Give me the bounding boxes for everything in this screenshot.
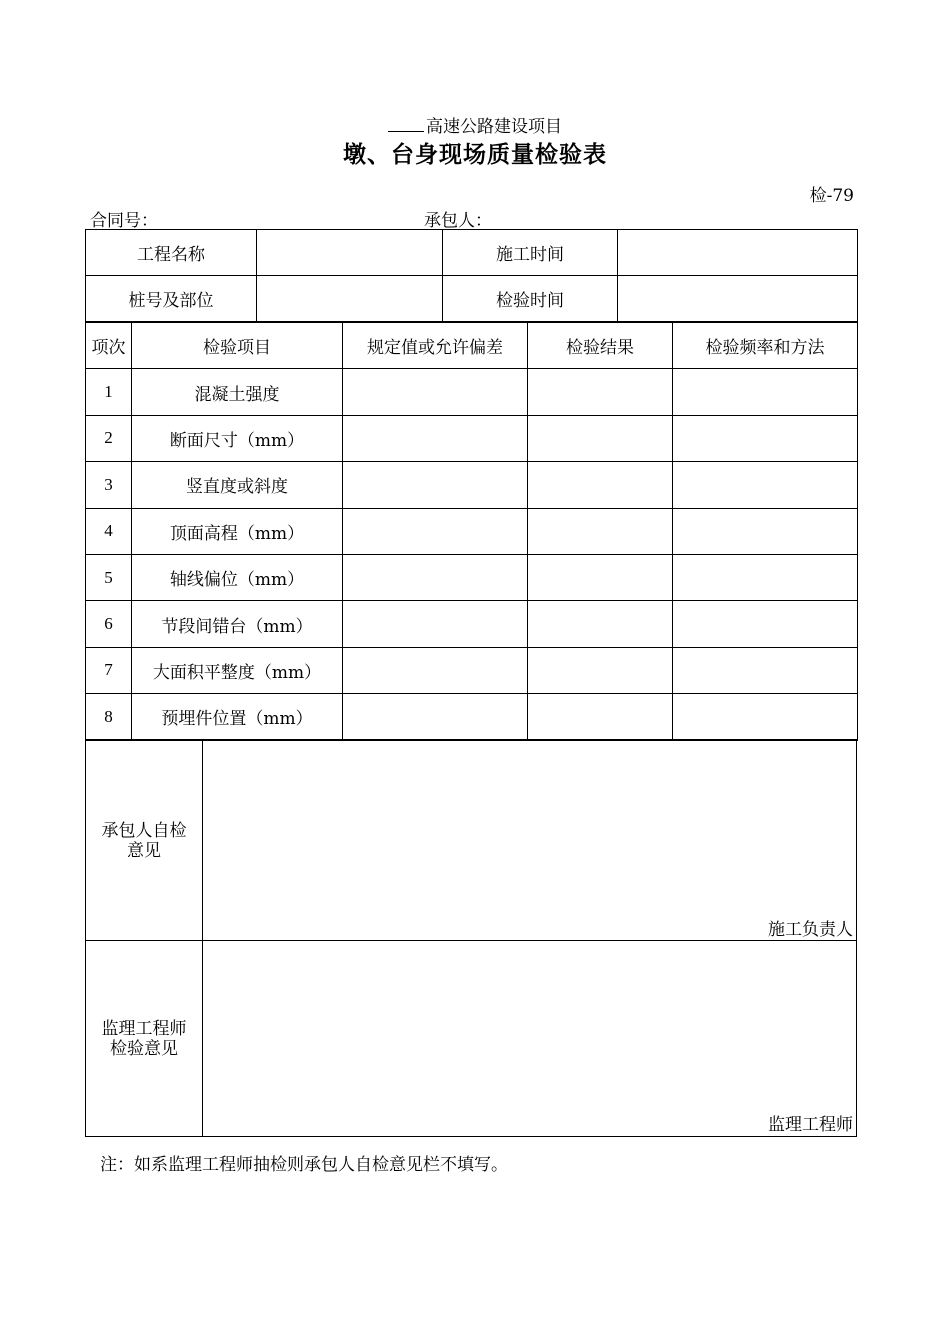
table-header-row (86, 323, 858, 369)
inspection-item: 混凝土强度 (132, 369, 343, 415)
supervisor-signature-label: 监理工程师 (768, 1115, 853, 1135)
project-line (0, 112, 950, 137)
method-cell[interactable] (673, 415, 858, 461)
row-number: 6 (86, 601, 132, 647)
method-cell[interactable] (673, 554, 858, 600)
form-number: 检-79 (809, 186, 854, 206)
station-location-value[interactable] (257, 276, 443, 322)
spec-cell[interactable] (343, 601, 528, 647)
result-cell[interactable] (528, 694, 673, 740)
spec-cell[interactable] (343, 415, 528, 461)
page-title: 墩、台身现场质量检验表 (343, 141, 607, 168)
inspection-item: 断面尺寸（mm） (132, 415, 343, 461)
inspection-item: 轴线偏位（mm） (132, 554, 343, 600)
table-row (86, 694, 858, 740)
supervisor-opinion-section (85, 940, 857, 1137)
result-cell[interactable] (528, 462, 673, 508)
table-row (86, 508, 858, 554)
contractor-label: 承包人： (424, 211, 492, 231)
inspection-item: 节段间错台（mm） (132, 601, 343, 647)
row-number: 3 (86, 462, 132, 508)
result-cell[interactable] (528, 415, 673, 461)
method-cell[interactable] (673, 601, 858, 647)
construction-lead-signature-label: 施工负责人 (768, 920, 853, 940)
info-row-location (86, 276, 858, 322)
row-number: 8 (86, 694, 132, 740)
inspection-item: 大面积平整度（mm） (132, 647, 343, 693)
row-number: 7 (86, 647, 132, 693)
inspection-table (85, 322, 858, 741)
row-number: 1 (86, 369, 132, 415)
info-row-project (86, 230, 858, 276)
result-cell[interactable] (528, 647, 673, 693)
inspection-item: 顶面高程（mm） (132, 508, 343, 554)
inspection-item: 竖直度或斜度 (132, 462, 343, 508)
inspection-time-label: 检验时间 (443, 276, 618, 322)
method-cell[interactable] (673, 694, 858, 740)
column-header-spec: 规定值或允许偏差 (343, 323, 528, 369)
spec-cell[interactable] (343, 694, 528, 740)
inspection-time-value[interactable] (618, 276, 858, 322)
method-cell[interactable] (673, 462, 858, 508)
method-cell[interactable] (673, 647, 858, 693)
table-row (86, 415, 858, 461)
project-name-label: 工程名称 (86, 230, 257, 276)
contract-number-label: 合同号： (90, 211, 158, 231)
column-header-result: 检验结果 (528, 323, 673, 369)
table-row (86, 601, 858, 647)
supervisor-opinion-label: 监理工程师检验意见 (101, 1018, 187, 1059)
station-location-label: 桩号及部位 (86, 276, 257, 322)
row-number: 4 (86, 508, 132, 554)
project-name-blank[interactable] (388, 115, 424, 132)
method-cell[interactable] (673, 508, 858, 554)
spec-cell[interactable] (343, 508, 528, 554)
result-cell[interactable] (528, 369, 673, 415)
project-label: 高速公路建设项目 (426, 117, 562, 137)
table-row (86, 647, 858, 693)
result-cell[interactable] (528, 508, 673, 554)
inspection-item: 预埋件位置（mm） (132, 694, 343, 740)
construction-time-value[interactable] (618, 230, 858, 276)
result-cell[interactable] (528, 601, 673, 647)
table-row (86, 462, 858, 508)
construction-time-label: 施工时间 (443, 230, 618, 276)
spec-cell[interactable] (343, 647, 528, 693)
spec-cell[interactable] (343, 369, 528, 415)
method-cell[interactable] (673, 369, 858, 415)
column-header-method: 检验频率和方法 (673, 323, 858, 369)
result-cell[interactable] (528, 554, 673, 600)
footnote: 注：如系监理工程师抽检则承包人自检意见栏不填写。 (100, 1155, 508, 1175)
info-table (85, 229, 858, 322)
column-header-no: 项次 (86, 323, 132, 369)
project-name-value[interactable] (257, 230, 443, 276)
supervisor-opinion-input[interactable] (203, 941, 856, 1136)
table-row (86, 369, 858, 415)
spec-cell[interactable] (343, 462, 528, 508)
contractor-opinion-label-cell (86, 740, 203, 941)
contractor-opinion-input[interactable] (203, 740, 856, 941)
row-number: 5 (86, 554, 132, 600)
table-row (86, 554, 858, 600)
contractor-opinion-section (85, 739, 857, 941)
supervisor-opinion-label-cell (86, 941, 203, 1136)
column-header-item: 检验项目 (132, 323, 343, 369)
contractor-opinion-label: 承包人自检意见 (101, 820, 187, 861)
row-number: 2 (86, 415, 132, 461)
spec-cell[interactable] (343, 554, 528, 600)
